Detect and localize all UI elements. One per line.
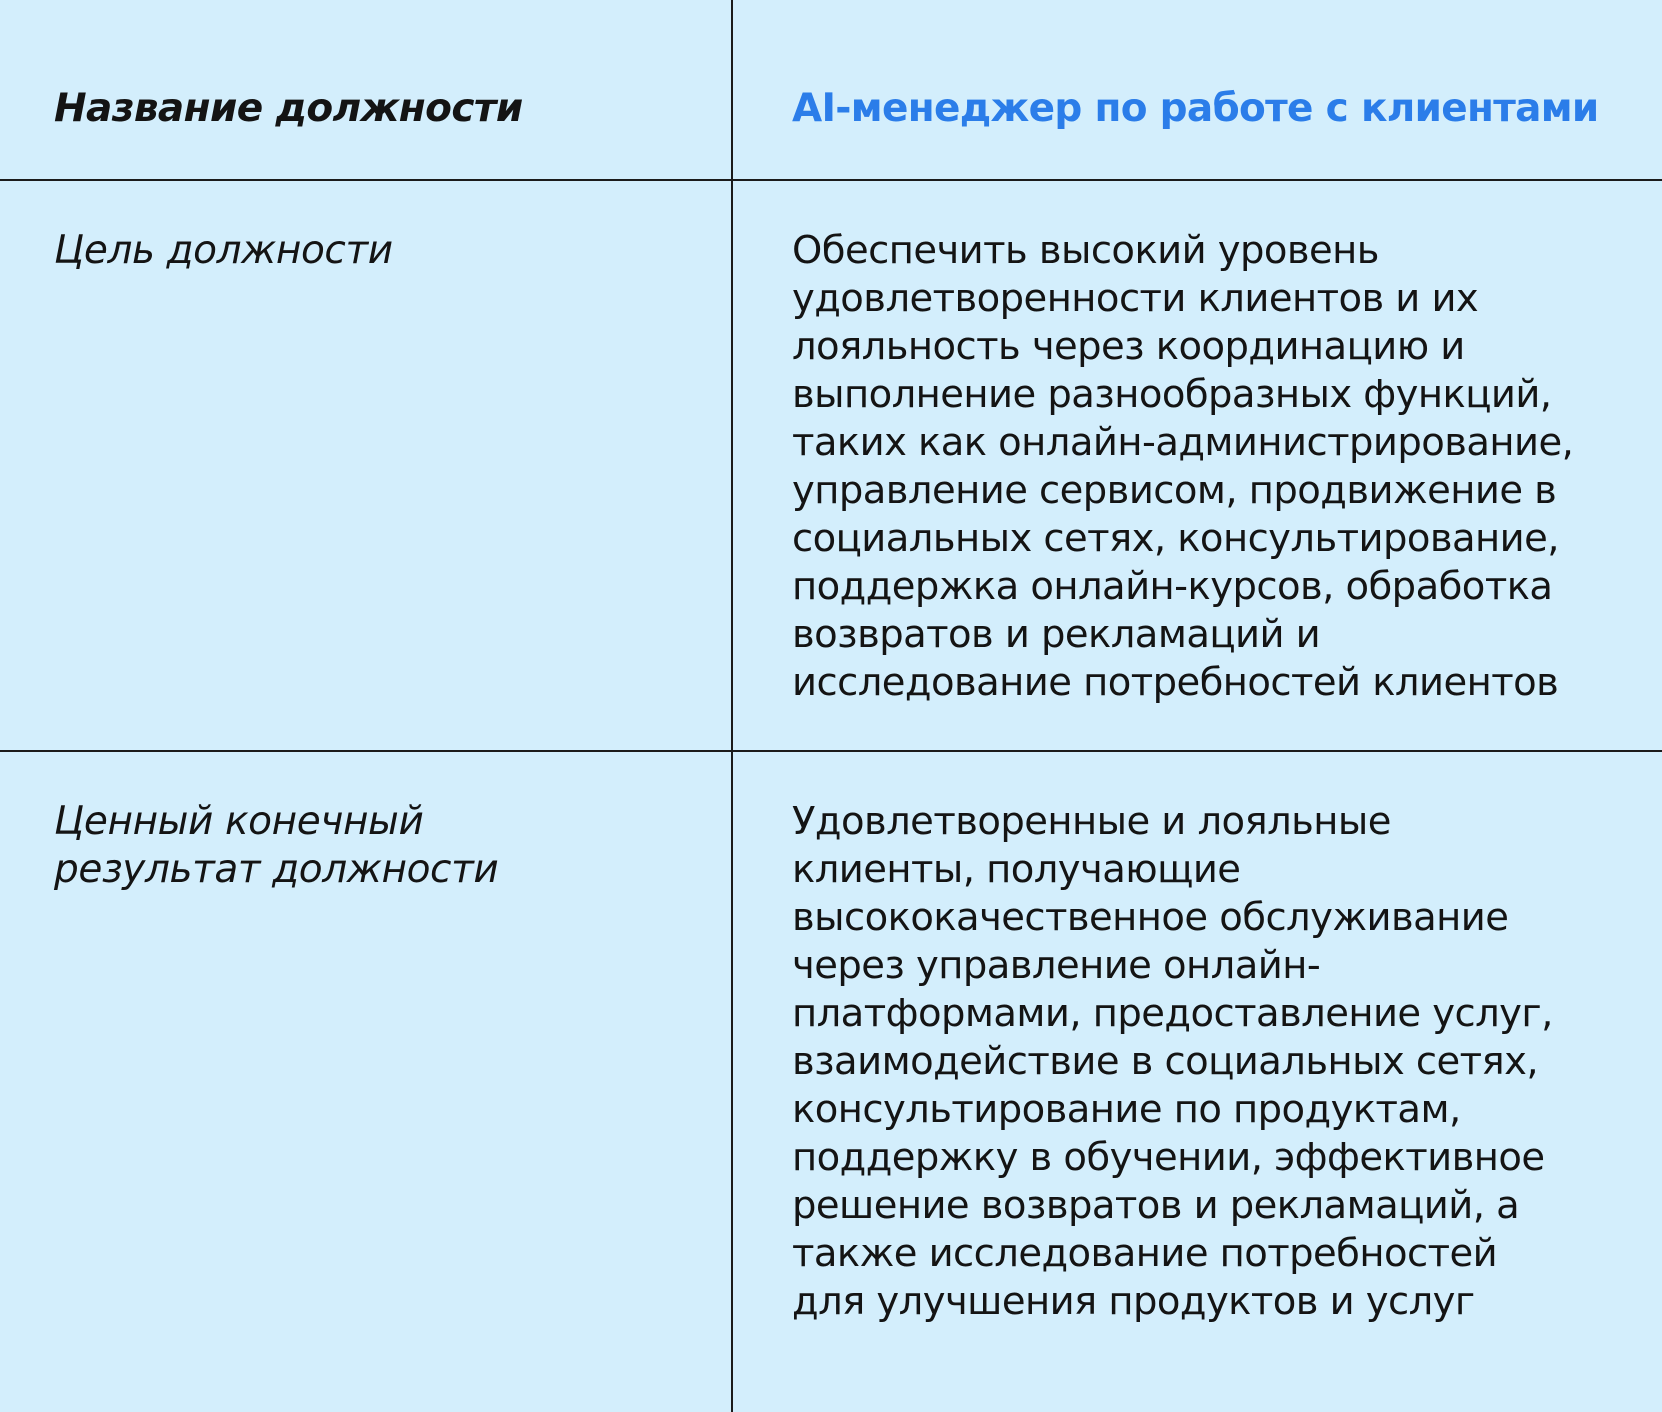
row-divider: [0, 750, 1662, 752]
header-label: Название должности: [54, 86, 523, 131]
column-divider: [731, 0, 733, 1412]
header-value-job-title: AI-менеджер по работе с клиентами: [792, 86, 1599, 131]
row-value-goal: Обеспечить высокий уровень удовлетворенности клиентов и их лояльность через координацию и выполнение разнообразных функций, таких как онлайн-администрирование, управление сервисом, продвижение в социальных сетях, консультирование, поддержка онлайн-курсов, обработка возвратов и рекламаций и исследование потребностей клиентов: [792, 228, 1574, 705]
row-divider: [0, 179, 1662, 181]
row-label-goal: Цель должности: [54, 228, 393, 273]
row-label-result: Ценный конечный результат должности: [54, 799, 499, 892]
row-value-result: Удовлетворенные и лояльные клиенты, получающие высококачественное обслуживание через управление онлайн- платформами, предоставление услуг, взаимодействие в социальных сетях, консультирование по продуктам, поддержку в обучении, эффективное решение возвратов и рекламаций, а также исследование потребностей для улучшения продуктов и услуг: [792, 799, 1553, 1324]
